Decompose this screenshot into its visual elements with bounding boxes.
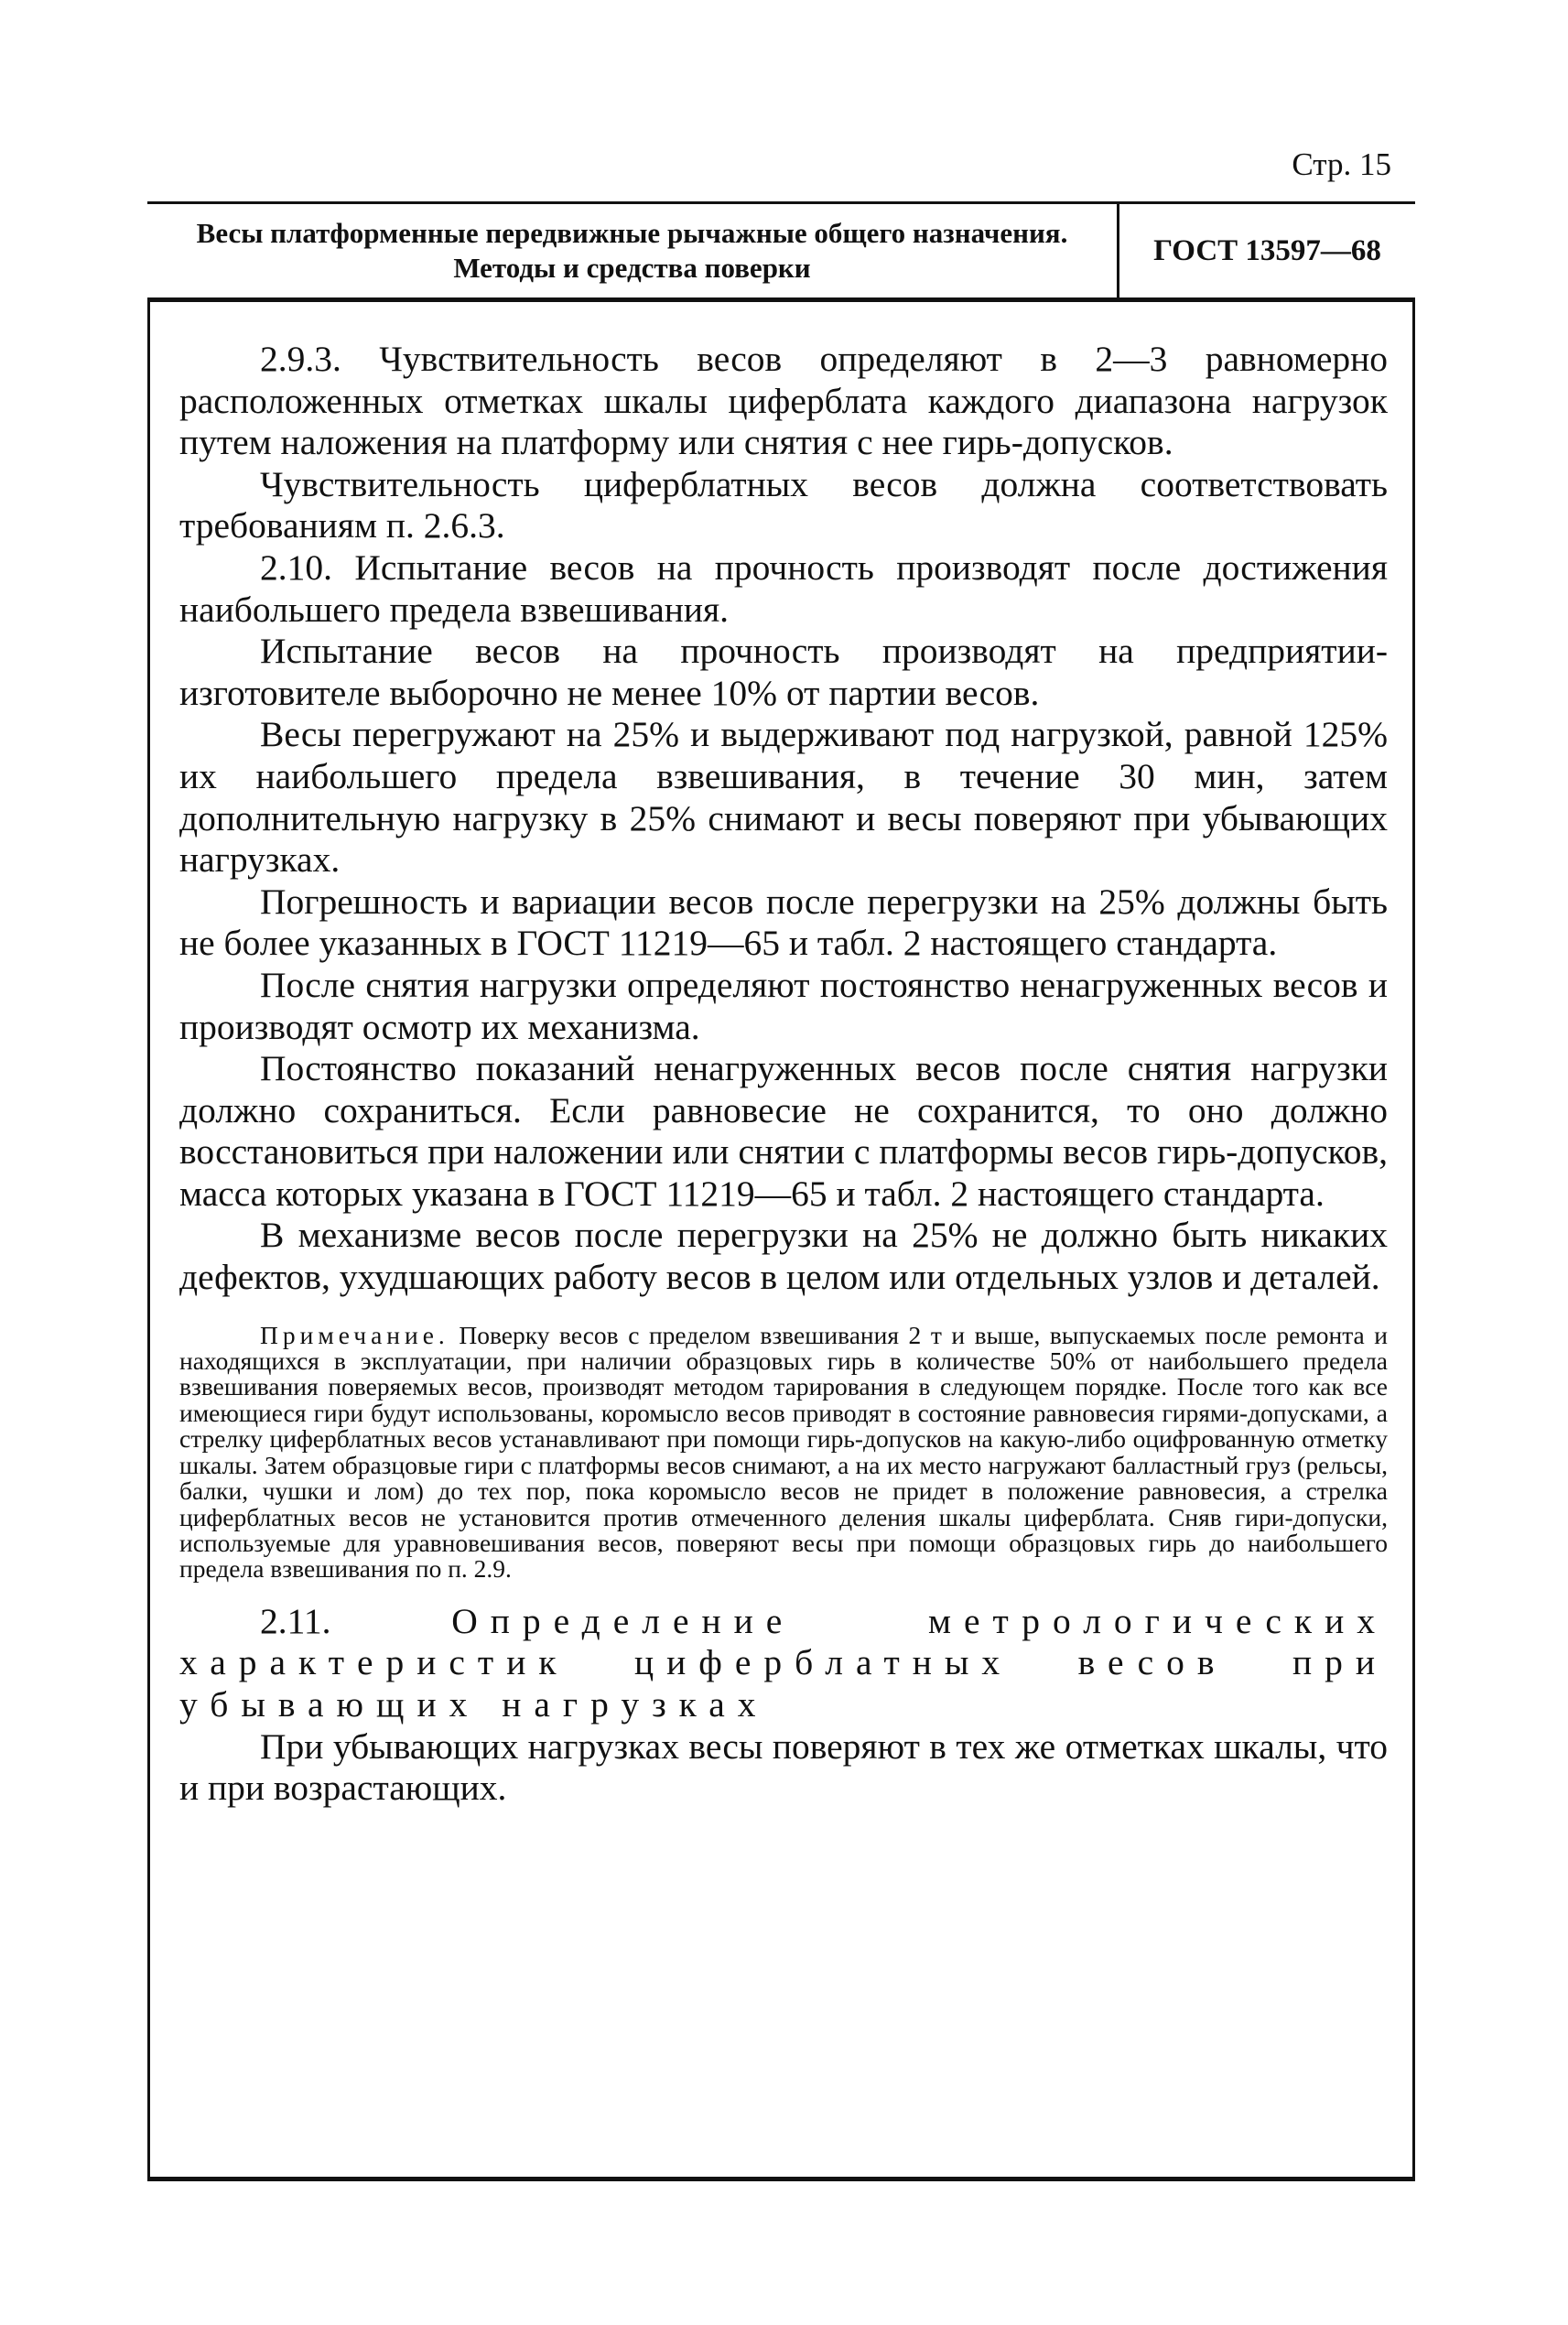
bottom-rule xyxy=(147,2177,1415,2181)
paragraph-mechanism: В механизме весов после перегрузки на 25% не должно быть никаких дефектов, ухудшающих работу весов в целом или отдельных узлов и деталей. xyxy=(179,1215,1388,1298)
note-text: Поверку весов с пределом взвешивания 2 т и выше, выпускаемых после ремонта и находящихся в эксплуатации, при наличии образцовых гирь в количестве 50% от наибольшего предела взвешивания поверяемых весов, производят методом тарирования в следующем порядке. После того как все имеющиеся гири будут использованы, коромысло весов приводят в состояние равновесия гирями-допусками, а стрелку циферблатных весов устанавливают при помощи гирь-допусков на какую-либо оцифрованную отметку шкалы. Затем образцовые гири с платформы весов снимают, а на их место нагружают балластный груз (рельсы, балки, чушки и лом) до тех пор, пока коромысло весов не придет в положение равновесия, а стрелка циферблатных весов не установится против отмеченного деления шкалы циферблата. Сняв гири-допуски, используемые для уравновешивания весов, поверяют весы при помощи образцовых гирь до наибольшего предела взвешивания по п. 2.9. xyxy=(179,1320,1389,1584)
document-body xyxy=(179,339,1388,1810)
header-title: Весы платформенные передвижные рычажные общего назначения. Методы и средства поверки xyxy=(147,204,1119,297)
page-number: Стр. 15 xyxy=(1292,146,1391,182)
paragraph-constancy: Постоянство показаний ненагруженных весов после снятия нагрузки должно сохраниться. Если равновесие не сохранится, то оно должно восстановиться при наложении или снятии с платформы весов гирь-допусков, масса которых указана в ГОСТ 11219—65 и табл. 2 настоящего стандарта. xyxy=(179,1048,1388,1214)
section-2-11-heading xyxy=(179,1601,1388,1726)
document-header xyxy=(147,201,1415,302)
paragraph-2-10: 2.10. Испытание весов на прочность производят после достижения наибольшего предела взвешивания. xyxy=(179,546,1388,630)
paragraph-2-11-text: При убывающих нагрузках весы поверяют в тех же отметках шкалы, что и при возрастающих. xyxy=(179,1725,1388,1809)
paragraph-error: Погрешность и вариации весов после перегрузки на 25% должны быть не более указанных в ГОСТ 11219—65 и табл. 2 настоящего стандарта. xyxy=(179,881,1388,964)
header-gost-number: ГОСТ 13597—68 xyxy=(1153,233,1381,267)
section-title: Определение метрологических характеристик циферблатных весов при убывающих нагрузках xyxy=(179,1600,1389,1725)
paragraph-after-unload: После снятия нагрузки определяют постоянство ненагруженных весов и производят осмотр их механизма. xyxy=(179,964,1388,1047)
section-number: 2.11. xyxy=(260,1600,331,1641)
paragraph-sensitivity: Чувствительность циферблатных весов должна соответствовать требованиям п. 2.6.3. xyxy=(179,463,1388,546)
paragraph-2-9-3: 2.9.3. Чувствительность весов определяют в 2—3 равномерно расположенных отметках шкалы циферблата каждого диапазона нагрузок путем наложения на платформу или снятия с нее гирь-допусков. xyxy=(179,339,1388,463)
paragraph-overload: Весы перегружают на 25% и выдерживают под нагрузкой, равной 125% их наибольшего предела взвешивания, в течение 30 мин, затем дополнительную нагрузку в 25% снимают и весы поверяют при убывающих нагрузках. xyxy=(179,714,1388,881)
note-label: Примечание. xyxy=(260,1320,449,1349)
paragraph-strength-test: Испытание весов на прочность производят на предприятии-изготовителе выборочно не менее 10% от партии весов. xyxy=(179,631,1388,713)
note-paragraph xyxy=(179,1320,1389,1584)
